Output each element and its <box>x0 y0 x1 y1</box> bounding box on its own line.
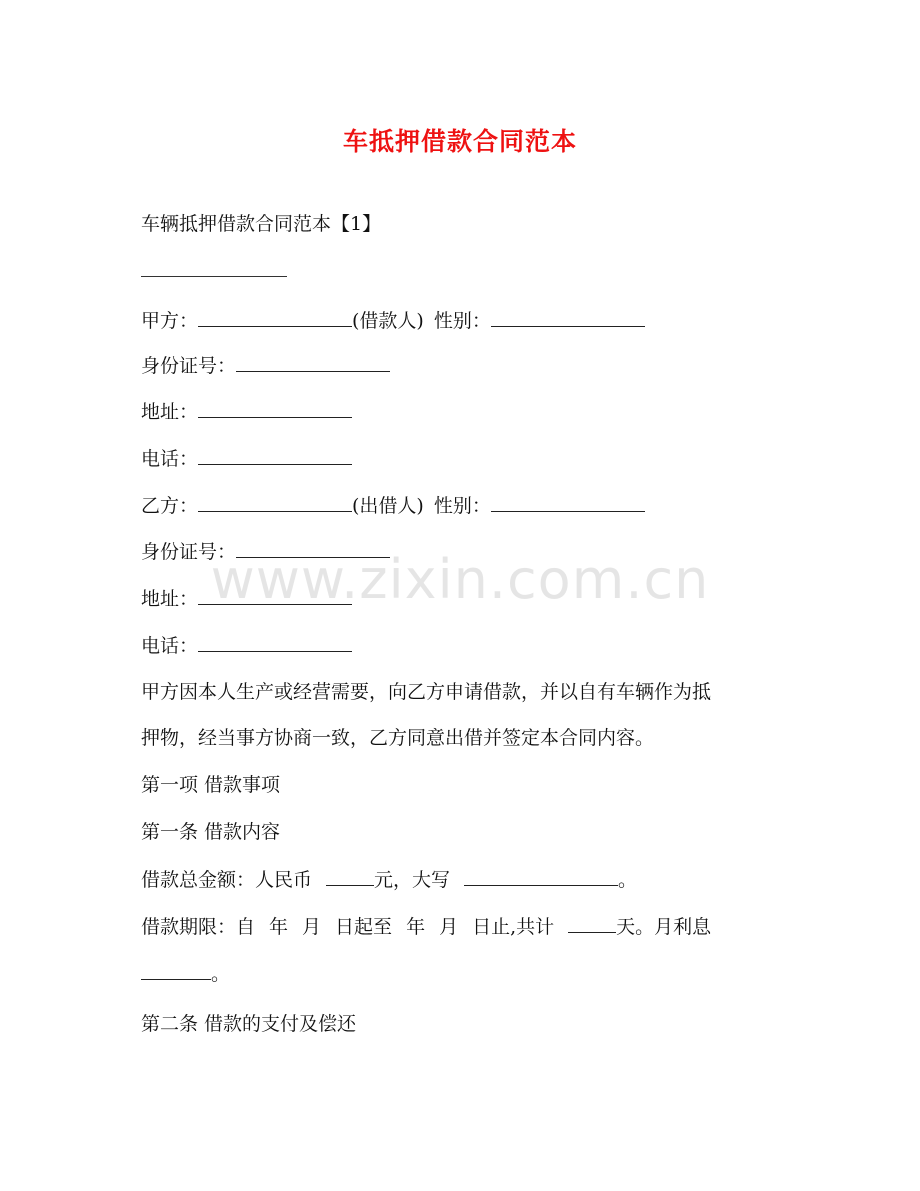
party-a-phone-label: 电话： <box>141 448 199 470</box>
loan-term-month-1: 月 <box>302 916 322 938</box>
intro-line-2: 押物，经当事方协商一致，乙方同意出借并签定本合同内容。 <box>141 727 655 749</box>
party-b-id-blank <box>236 539 390 558</box>
article-2-heading: 第二条 借款的支付及偿还 <box>141 1013 357 1035</box>
loan-amount-blank <box>326 867 374 886</box>
party-a-address-label: 地址： <box>141 401 199 423</box>
party-a-role: (借款人) <box>352 310 424 332</box>
party-a-phone-line <box>141 446 352 471</box>
monthly-interest-blank <box>141 961 211 980</box>
loan-amount-end: 。 <box>618 869 638 891</box>
separator-line <box>141 276 287 277</box>
monthly-interest-line <box>141 961 230 986</box>
party-a-phone-blank <box>198 446 352 465</box>
contract-subtitle: 车辆抵押借款合同范本【1】 <box>141 213 382 235</box>
page-title: 车抵押借款合同范本 <box>342 127 577 156</box>
party-b-line <box>141 493 645 518</box>
party-b-name-blank <box>198 493 352 512</box>
loan-term-day-from: 日起至 <box>335 916 393 938</box>
party-b-gender-label: 性别： <box>433 495 491 517</box>
party-a-address-blank <box>198 399 352 418</box>
party-a-id-line <box>141 353 390 378</box>
party-a-line <box>141 308 645 333</box>
party-a-label: 甲方： <box>141 310 199 332</box>
party-b-address-blank <box>198 586 352 605</box>
loan-term-month-2: 月 <box>439 916 459 938</box>
party-a-id-blank <box>236 353 390 372</box>
party-a-id-label: 身份证号： <box>141 355 237 377</box>
party-a-gender-blank <box>491 308 645 327</box>
party-b-label: 乙方： <box>141 495 199 517</box>
party-b-address-label: 地址： <box>141 588 199 610</box>
party-a-name-blank <box>198 308 352 327</box>
party-b-id-label: 身份证号： <box>141 541 237 563</box>
party-b-phone-blank <box>198 633 352 652</box>
loan-amount-words-blank <box>464 867 618 886</box>
party-b-id-line <box>141 539 390 564</box>
loan-term-days-interest: 天。月利息 <box>616 916 712 938</box>
party-b-address-line <box>141 586 352 611</box>
party-b-role: (出借人) <box>352 495 424 517</box>
party-b-gender-blank <box>491 493 645 512</box>
loan-term-days-blank <box>568 914 616 933</box>
article-1-heading: 第一条 借款内容 <box>141 821 281 843</box>
loan-term-label: 借款期限：自 <box>141 916 256 938</box>
party-b-phone-line <box>141 633 352 658</box>
loan-term-line <box>141 914 711 939</box>
monthly-interest-end: 。 <box>211 963 231 985</box>
party-a-gender-label: 性别： <box>433 310 491 332</box>
loan-amount-yuan: 元，大写 <box>374 869 451 891</box>
watermark: www.zixin.com.cn <box>210 548 710 611</box>
party-b-phone-label: 电话： <box>141 635 199 657</box>
party-a-address-line <box>141 399 352 424</box>
section-1-heading: 第一项 借款事项 <box>141 774 281 796</box>
loan-term-year-2: 年 <box>406 916 426 938</box>
loan-amount-line <box>141 867 637 892</box>
loan-term-year-1: 年 <box>269 916 289 938</box>
loan-term-day-to: 日止,共计 <box>472 916 555 938</box>
intro-line-1: 甲方因本人生产或经营需要，向乙方申请借款，并以自有车辆作为抵 <box>141 681 712 703</box>
loan-amount-label: 借款总金额：人民币 <box>141 869 313 891</box>
